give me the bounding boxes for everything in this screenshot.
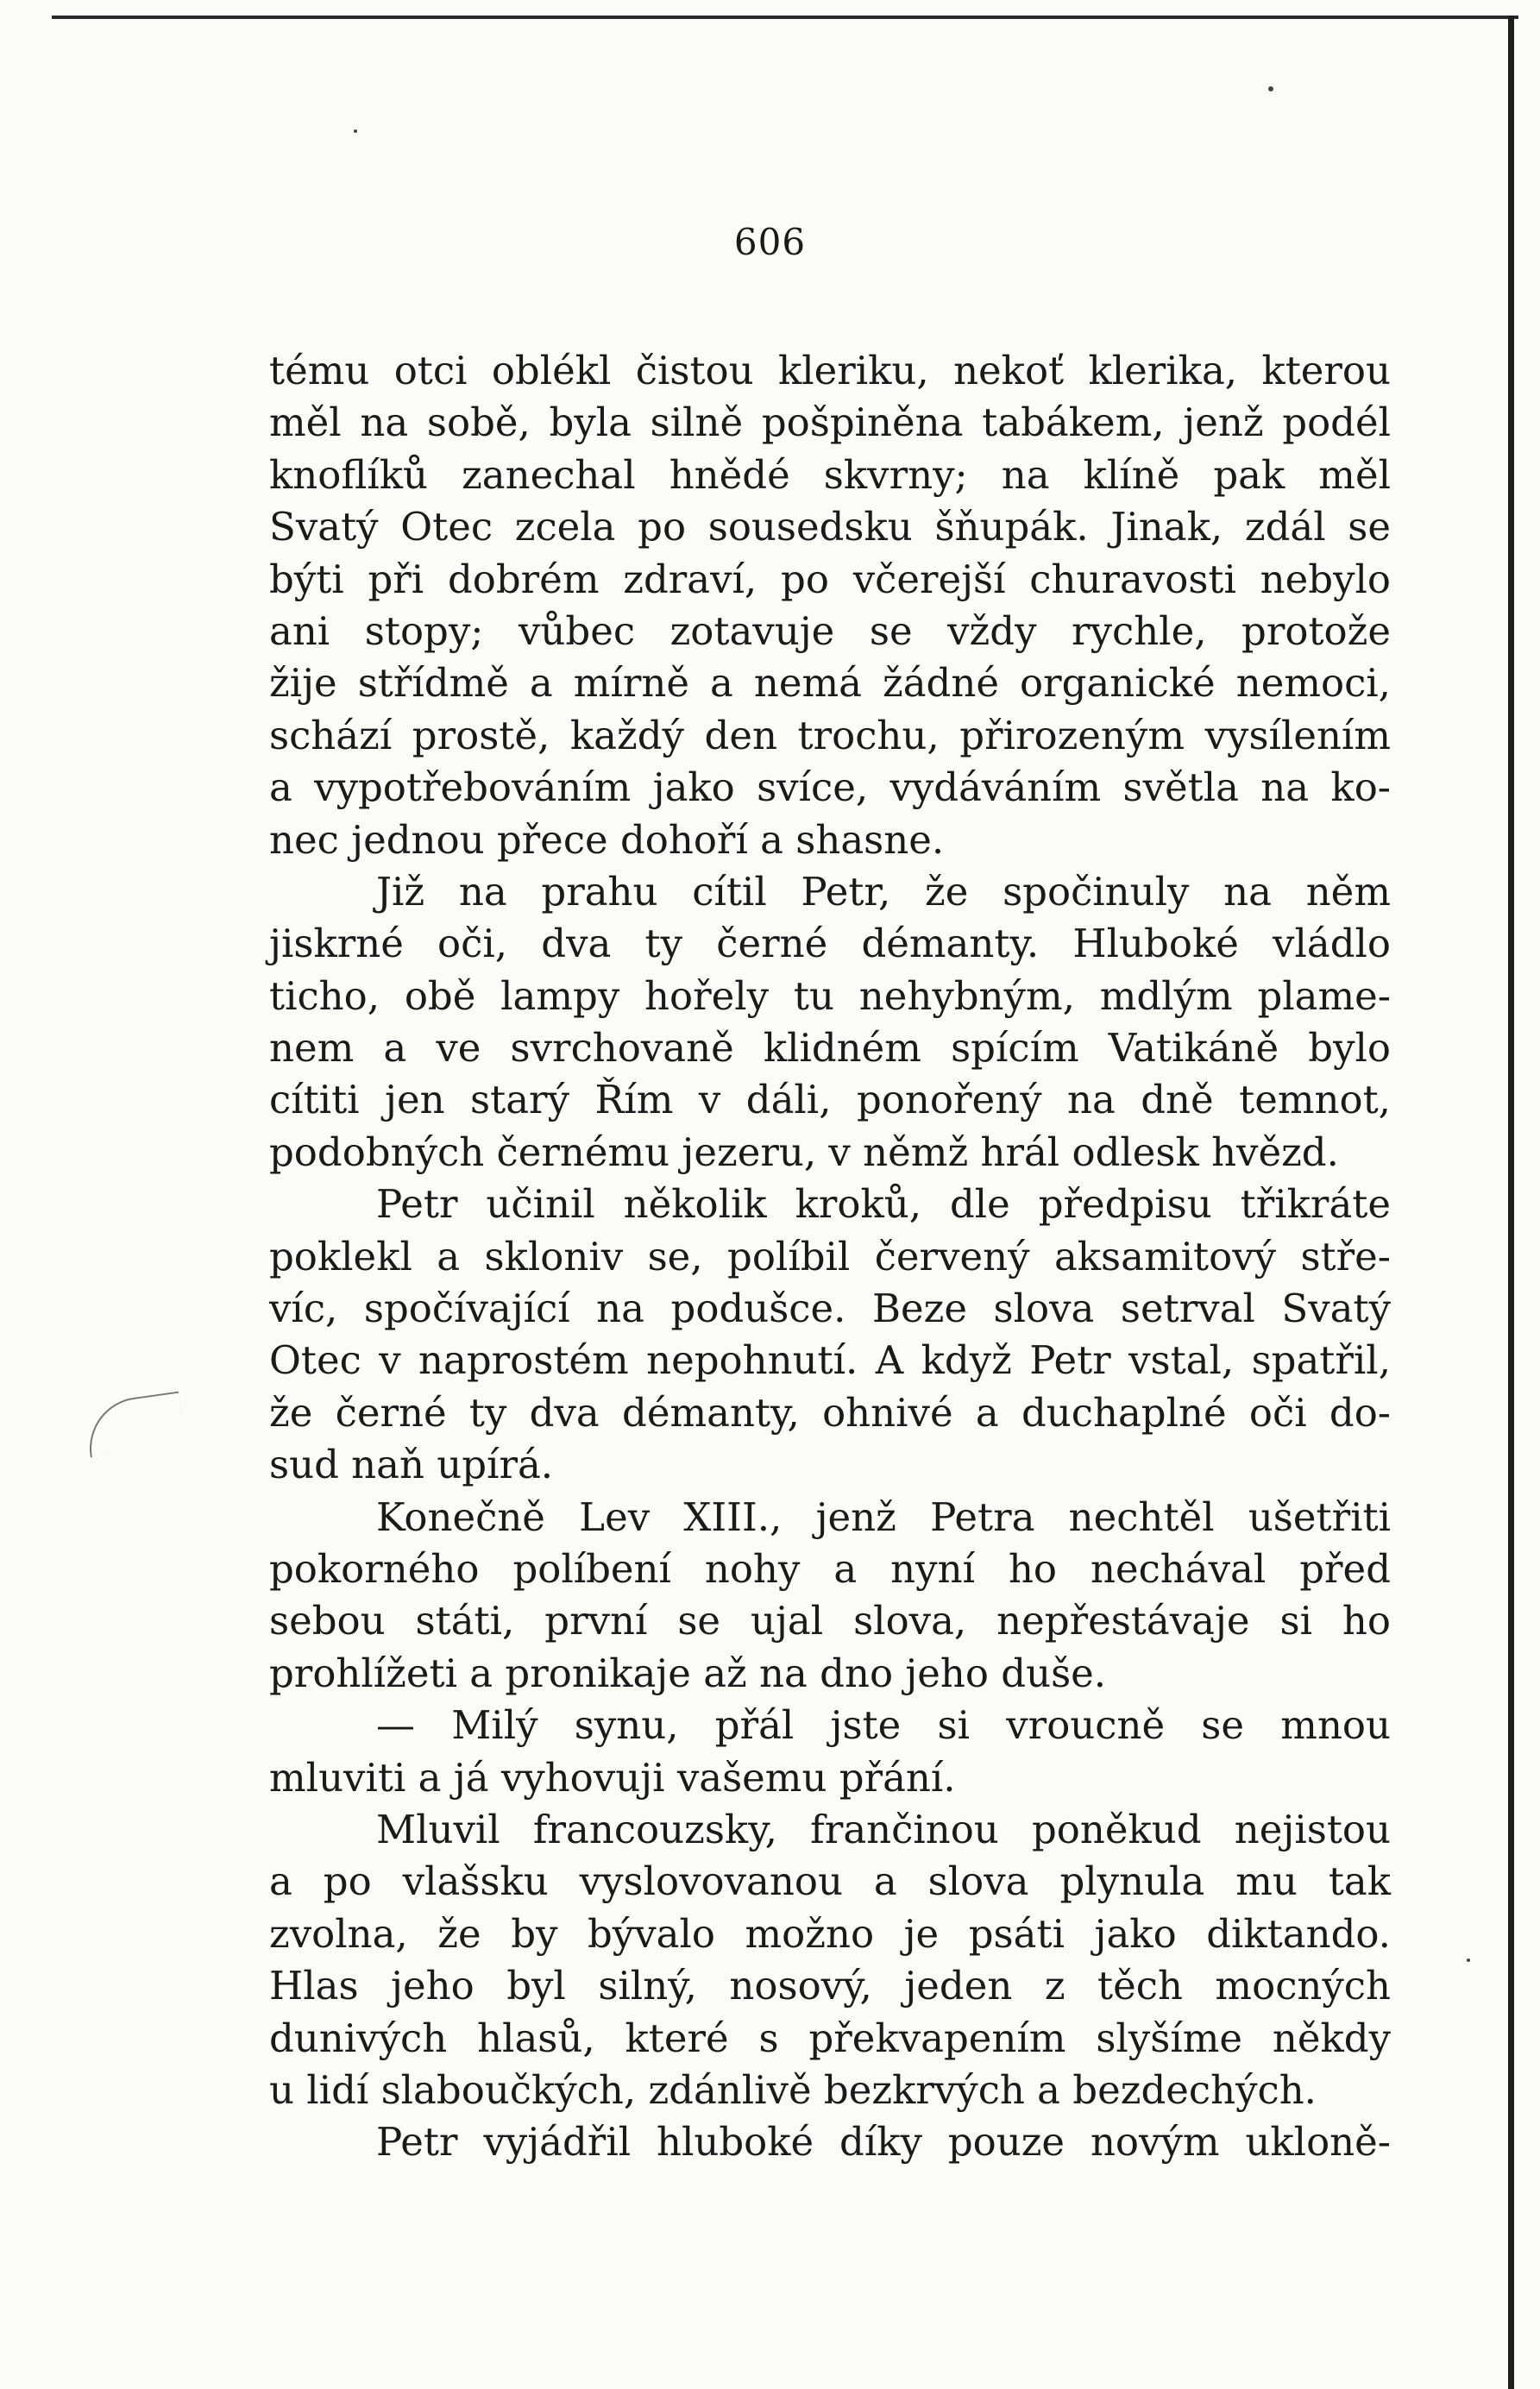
text-line: nem a ve svrchovaně klidném spícím Vatikáně bylo [269, 1025, 1391, 1072]
text-line: cítiti jen starý Řím v dáli, ponořený na dně temnot, [269, 1077, 1391, 1123]
page-right-edge [1508, 16, 1514, 2389]
text-line: žije střídmě a mírně a nemá žádné organické nemoci, [269, 660, 1391, 707]
text-line: pokorného políbení nohy a nyní ho nechával před [269, 1545, 1391, 1592]
text-line: ani stopy; vůbec zotavuje se vždy rychle, protože [269, 607, 1391, 654]
paragraph [269, 345, 1391, 866]
text-line: býti při dobrém zdraví, po včerejší churavosti nebylo [269, 556, 1391, 602]
paragraph [269, 1492, 1391, 1701]
text-line: zvolna, že by bývalo možno je psáti jako diktando. [269, 1910, 1391, 1957]
paragraph [269, 866, 1391, 1179]
text-line: Hlas jeho byl silný, nosový, jeden z těch mocných [269, 1963, 1391, 2009]
text-line: dunivých hlasů, které s překvapením slyšíme někdy [269, 2015, 1391, 2061]
text-line: Petr učinil několik kroků, dle předpisu třikráte [376, 1181, 1391, 1228]
text-line: měl na sobě, byla silně pošpiněna tabákem, jenž podél [269, 399, 1391, 446]
pencil-mark [83, 1392, 186, 1458]
ink-speck [1268, 86, 1273, 91]
text-line: u lidí slaboučkých, zdánlivě bezkrvých a bezdechých. [269, 2066, 1317, 2113]
text-line: jiskrné oči, dva ty černé démanty. Hluboké vládlo [269, 921, 1391, 967]
text-line: — Milý synu, přál jste si vroucně se mnou [376, 1702, 1391, 1749]
text-line: tému otci oblékl čistou kleriku, nekoť klerika, kterou [269, 348, 1391, 393]
text-line: Petr vyjádřil hluboké díky pouze novým ukloně- [376, 2119, 1391, 2166]
text-line: podobných černému jezeru, v němž hrál odlesk hvězd. [269, 1128, 1339, 1175]
paragraph [269, 1700, 1391, 1804]
paragraph [269, 1179, 1391, 1491]
text-line: poklekl a skloniv se, políbil červený aksamitový stře- [269, 1233, 1391, 1279]
paragraph [269, 2116, 1391, 2168]
text-line: sebou státi, první se ujal slova, nepřestávaje si ho [269, 1598, 1391, 1644]
page-top-edge [52, 16, 1518, 19]
text-line: schází prostě, každý den trochu, přirozeným vysílením [269, 712, 1391, 758]
text-line: Otec v naprostém nepohnutí. A když Petr vstal, spatřil, [269, 1337, 1391, 1384]
text-line: a po vlašsku vyslovovanou a slova plynula mu tak [269, 1858, 1391, 1905]
text-line: Již na prahu cítil Petr, že spočinuly na něm [376, 868, 1391, 915]
text-line: nec jednou přece dohoří a shasne. [269, 816, 945, 863]
text-line: prohlížeti a pronikaje až na dno jeho duše. [269, 1650, 1107, 1696]
body-text [269, 345, 1391, 2169]
page-number: 606 [733, 221, 807, 263]
text-line: že černé ty dva démanty, ohnivé a duchaplné oči do- [269, 1389, 1391, 1436]
text-line: Mluvil francouzsky, frančinou poněkud nejistou [376, 1806, 1391, 1852]
text-line: víc, spočívající na podušce. Beze slova setrval Svatý [269, 1286, 1391, 1332]
text-line: knoflíků zanechal hnědé skvrny; na klíně pak měl [269, 451, 1391, 498]
ink-speck [354, 129, 357, 133]
text-line: Konečně Lev XIII., jenž Petra nechtěl ušetřiti [376, 1493, 1391, 1540]
ink-speck [1467, 1958, 1470, 1962]
text-line: mluviti a já vyhovuji vašemu přání. [269, 1754, 956, 1801]
text-line: sud naň upírá. [269, 1442, 554, 1488]
text-line: Svatý Otec zcela po sousedsku šňupák. Jinak, zdál se [269, 504, 1391, 550]
text-line: a vypotřebováním jako svíce, vydáváním světla na ko- [269, 764, 1391, 811]
text-line: ticho, obě lampy hořely tu nehybným, mdlým plame- [269, 972, 1391, 1019]
paragraph [269, 1804, 1391, 2116]
